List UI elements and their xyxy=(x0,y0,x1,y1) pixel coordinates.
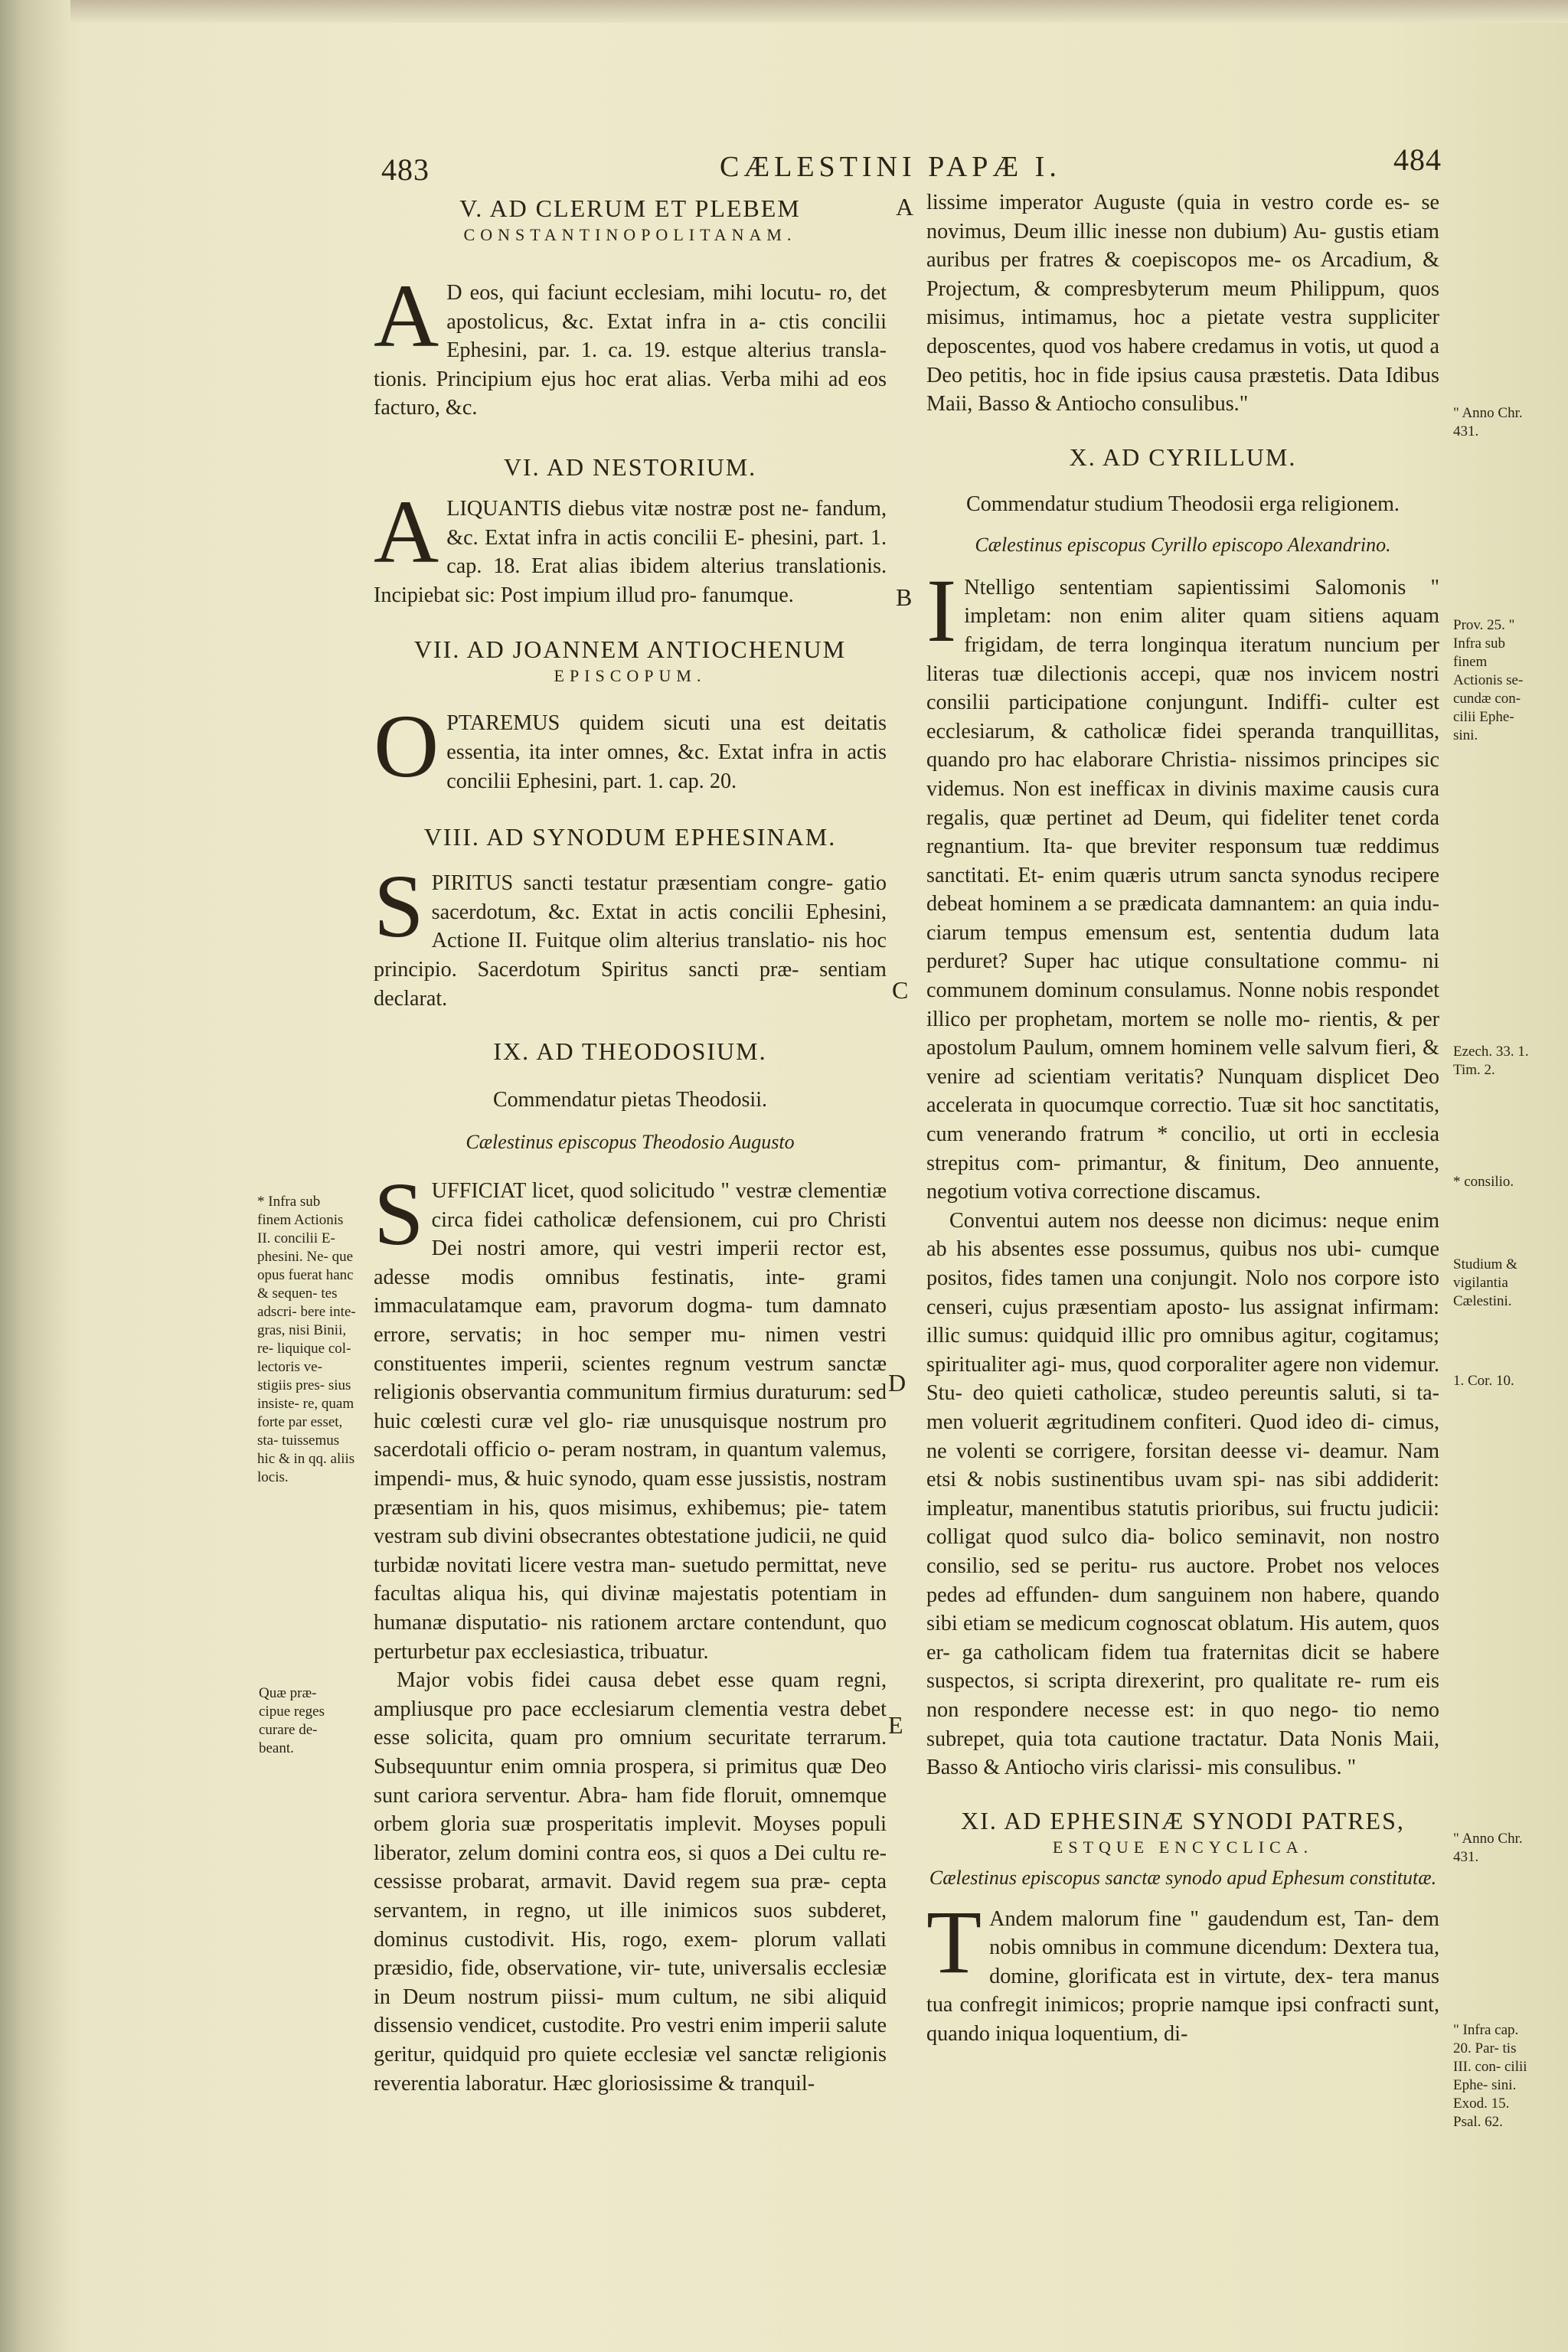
right-page-number: 484 xyxy=(1393,142,1442,177)
section-ix-body xyxy=(374,1164,887,2098)
section-xi-body xyxy=(926,1891,1439,2049)
section-x-dropcap: I xyxy=(926,560,957,661)
section-ix-intro: Commendatur pietas Theodosii. xyxy=(493,1088,767,1112)
section-ix-heading: IX. AD THEODOSIUM. xyxy=(493,1037,767,1066)
right-margin-note-cor: 1. Cor. 10. xyxy=(1453,1373,1514,1389)
left-margin-note-2-text: Quæ præ- cipue reges curare de- beant. xyxy=(259,1685,325,1756)
section-x-heading: X. AD CYRILLUM. xyxy=(1069,443,1297,471)
section-x-intro: Commendatur studium Theodosii erga religionem. xyxy=(966,492,1400,516)
section-vi-body xyxy=(374,481,887,609)
section-xi-dropcap: T xyxy=(926,1891,982,1992)
marker-b: B xyxy=(896,583,913,611)
section-viii-body xyxy=(374,856,887,1013)
right-margin-note-anno-2: " Anno Chr. 431. xyxy=(1453,1831,1523,1865)
section-v-dropcap: A xyxy=(374,266,439,366)
section-v-heading: V. AD CLERUM ET PLEBEM xyxy=(459,194,801,222)
section-vii-dropcap: O xyxy=(374,696,439,797)
marker-d: D xyxy=(888,1369,906,1396)
section-vi-heading: VI. AD NESTORIUM. xyxy=(503,452,757,481)
section-viii-dropcap: S xyxy=(374,856,424,957)
section-vii-subheading: EPISCOPUM. xyxy=(554,666,707,686)
section-v-subheading: CONSTANTINOPOLITANAM. xyxy=(463,225,797,244)
section-viii-text: PIRITUS sancti testatur præsentiam congre- gatio sacerdotum, &c. Extat in actis concilii Ephesini, Actione II. Fuitque olim alterius translatio- nis hoc principio. Sacerdotum Spiritus sancti præ- sentiam declarat. xyxy=(374,871,887,1011)
section-vii-text: PTAREMUS quidem sicuti una est deitatis essentia, ita inter omnes, &c. Extat infra in actis concilii Ephesini, part. 1. cap. 20. xyxy=(446,711,887,793)
marker-c: C xyxy=(892,976,909,1004)
section-ix-address: Cælestinus episcopus Theodosio Augusto xyxy=(466,1131,795,1154)
marker-e: E xyxy=(888,1711,903,1739)
right-margin-note-ezech: Ezech. 33. 1. Tim. 2. xyxy=(1453,1044,1529,1078)
left-margin-note-1-text: * Infra sub finem Actionis II. concilii E- phesini. Ne- que opus fuerat hanc & sequen- tes adscri- bere inte- gras, nisi Binii, re- liquique col- lectoris ve- stigiis pres- sius insiste- re, quam forte par esset, sta- tuissemus hic & in qq. aliis locis. xyxy=(257,1194,356,1485)
section-vi-text: LIQUANTIS diebus vitæ nostræ post ne- fandum, &c. Extat infra in actis concilii E- phesini, part. 1. cap. 18. Erat alias ibidem alterius translationis. Incipiebat sic: Post impium illud pro- fanumque. xyxy=(374,496,887,607)
section-ix-paragraph-1: UFFICIAT licet, quod solicitudo " vestræ clementiæ circa fidei catholicæ defensionem, cui pro Christi Dei nostri amore, qui vestri imperii rector est, adesse modis omnibus festinatis, inte- grami immaculatamque eam, pravorum dogma- tum damnato errore, servatis; in hoc semper mu- nimen vestri constituentes imperii, scientes regnum vestrum sanctæ religionis observantia communitum firmius duraturum: sed huic cœlesti curæ vel glo- riæ unusquisque nostrum pro sacerdotali officio o- peram nostram, in quantum valemus, impendi- mus, & huic synodo, quam esse jussistis, nostram præsentiam in his, quos misimus, exhibemus; pie- tatem vestram sub divini obsecrantes obtestatione judicii, ne quid turbidæ novitati licere vestra man- suetudo permittat, neve facultas aliqua his, qui divinæ majestatis potentiam in humanæ disputatio- nis rationem arctare contendunt, quo perturbetur pax ecclesiastica, tribuatur. xyxy=(374,1179,887,1664)
left-column xyxy=(374,193,887,2098)
section-xi-heading: XI. AD EPHESINÆ SYNODI PATRES, xyxy=(961,1806,1405,1834)
marker-a: A xyxy=(896,193,914,220)
section-ix-continuation: lissime imperator Auguste (quia in vestro corde es- se novimus, Deum illic inesse non dubium) Au- gustis etiam auribus per fratres & coepiscopos me- os Arcadium, & Projectum, & compresbyterum meum Philippum, quos misimus, intimamus, hoc a pietate vestra suppliciter deposcentes, quod vos habere credamus in votis, ut quod a Deo petitis, hoc in fide ipsius causa præstetis. Data Idibus Maii, Basso & Antiocho consulibus." xyxy=(926,191,1439,416)
page-top-edge xyxy=(70,0,1568,23)
section-xi-paragraph-1: Andem malorum fine " gaudendum est, Tan- dem nobis omnibus in commune dicendum: Dextera tua, domine, glorificata est in virtute, dex- tera manus tua confregit inimicos; proprie namque ipsi confracti sunt, quando iniqua loquentium, di- xyxy=(926,1906,1439,2047)
section-vii-body xyxy=(374,696,887,797)
section-x-paragraph-2: Conventui autem nos deesse non dicimus: neque enim ab his absentes esse possumus, quibus nos ubi- cumque positos, fides tamen una conjungit. Nolo nos corpore isto censeri, cujus præsentiam aposto- lus assignat infirmam: illic sumus: quidquid illic pro omnibus agitur, cogitamus; spiritualiter agi- mus, quod corporaliter agere non videmur. Stu- deo quieti catholicæ, studeo pereuntis saluti, si ta- men voluerit ægritudinem confiteri. Quod ideo di- cimus, ne volenti se corrigere, forsitan deesse vi- deamur. Nam etsi & nobis sustinentibus uvam spi- nas sibi addiderit: impleatur, manentibus statutis prioribus, sui fructu judicii: colligat quod sulco dia- bolico seminavit, non nostro consilio, sed se peritu- rus auctore. Probet nos veloces pedes ad effunden- dum sanguinem non habere, quando sibi etiam se medicum cognoscat oblatum. His autem, quos er- ga catholicam fidem tua fraternitas dicit se habere suspectos, si scripta direxerint, pro qualitate re- rum eis non respondere necesse est: in quo nego- tio nemo subrepet, quia tota cautione tractatur. Data Nonis Maii, Basso & Antiocho viris clarissi- mis consulibus. " xyxy=(926,1208,1439,1780)
section-vii-heading: VII. AD JOANNEM ANTIOCHENUM xyxy=(413,635,847,664)
section-vi-dropcap: A xyxy=(374,481,439,582)
left-margin-note-1 xyxy=(257,1193,357,1487)
section-xi-subheading: ESTQUE ENCYCLICA. xyxy=(1052,1837,1314,1857)
section-x-address: Cælestinus episcopus Cyrillo episcopo Alexandrino. xyxy=(975,533,1391,556)
section-viii-heading: VIII. AD SYNODUM EPHESINAM. xyxy=(423,823,837,851)
left-page-number: 483 xyxy=(381,152,430,187)
right-margin-note-infra-3: " Infra cap. 20. Par- tis III. con- cilii Ephe- sini. Exod. 15. Psal. 62. xyxy=(1453,2022,1527,2130)
right-margin-note-studium: Studium & vigilantia Cælestini. xyxy=(1453,1256,1517,1309)
section-ix-paragraph-2: Major vobis fidei causa debet esse quam regni, ampliusque pro pace ecclesiarum clementia vestra debet esse solicita, quam pro omnium securitate terrarum. Subsequuntur enim omnia prospera, si primitus quæ Deo sunt cariora serventur. Abra- ham fide floruit, omnemque orbem gloria suæ prosperitatis implevit. Moyses populi liberator, zelum domini contra eos, si quos a Dei cultu re- cessisse probarat, armavit. David regem sua præ- cepta servantem, in regno, ut ille inimicos suos subderet, dominus custodivit. His, rogo, exem- plorum vallati præsidio, fide, observatione, vir- tute, universalis ecclesiæ in Deum nostrum piissi- mum cultum, ne sibi aliquid dissensio vendicet, custodite. Pro vestri enim imperii salute geritur, quidquid pro quiete ecclesiæ vel sanctæ religionis reverentia laboratur. Hæc gloriosissime & tranquil- xyxy=(374,1668,887,2096)
section-xi-address: Cælestinus episcopus sanctæ synodo apud Ephesum constitutæ. xyxy=(929,1866,1437,1889)
right-column xyxy=(926,188,1439,2049)
section-x-body xyxy=(926,560,1439,1782)
section-v-text: D eos, qui faciunt ecclesiam, mihi locutu- ro, det apostolicus, &c. Extat infra in a- ctis concilii Ephesini, par. 1. ca. 19. estque alterius transla- tionis. Principium ejus hoc erat alias. Verba mihi ad eos facturo, &c. xyxy=(374,281,887,420)
running-title: CÆLESTINI PAPÆ I. xyxy=(720,151,1061,183)
book-binding xyxy=(0,0,70,2352)
left-margin-note-2 xyxy=(259,1684,351,1758)
section-ix-dropcap: S xyxy=(374,1164,424,1265)
section-v-body xyxy=(374,266,887,423)
section-x-paragraph-1: Ntelligo sententiam sapientissimi Salomonis " impletam: non enim aliter quam sitiens aquam frigidam, de terra longinqua iteratum nuncium per literas tuæ dilectionis accepi, quæ nos invicem nostri consilii participatione conjungunt. Indiffi- culter est ecclesiarum, & catholicæ fidei speranda tranquillitas, quando pro hac elaborare Christia- nissimos principes sic videmus. Non est inefficax in divinis maxime causis cura regalis, quæ pertinet ad Deum, qui fideliter tenet corda regnantium. Ita- que breviter responsum tuæ reddimus sanctitati. Et- enim quæris utrum sancta synodus recipere debeat hominem a se prædicata damnantem: an quia indu- ciarum tempus emensum est, sententia dudum lata perduret? Super hac utique consultatione commu- ni communem dominum consulamus. Nonne nobis respondet illico per prophetam, mortem se nolle mo- rientis, & per apostolum Paulum, omnem hominem velle salvum fieri, & venire ad scientiam veritatis? Nunquam displicet Deo accelerata in quocumque correctio. Tuæ sit hoc sanctitatis, cum venerando fratrum * concilio, ut orti in ecclesia strepitus com- primantur, & finitum, Deo annuente, negotium votiva correctione discamus. xyxy=(926,575,1439,1204)
right-margin-note-anno-1: " Anno Chr. 431. xyxy=(1453,405,1523,439)
right-margin-note-prov: Prov. 25. " Infra sub finem Actionis se- cundæ con- cilii Ephe- sini. xyxy=(1453,617,1524,743)
right-margin-note-consilio: * consilio. xyxy=(1453,1174,1514,1190)
